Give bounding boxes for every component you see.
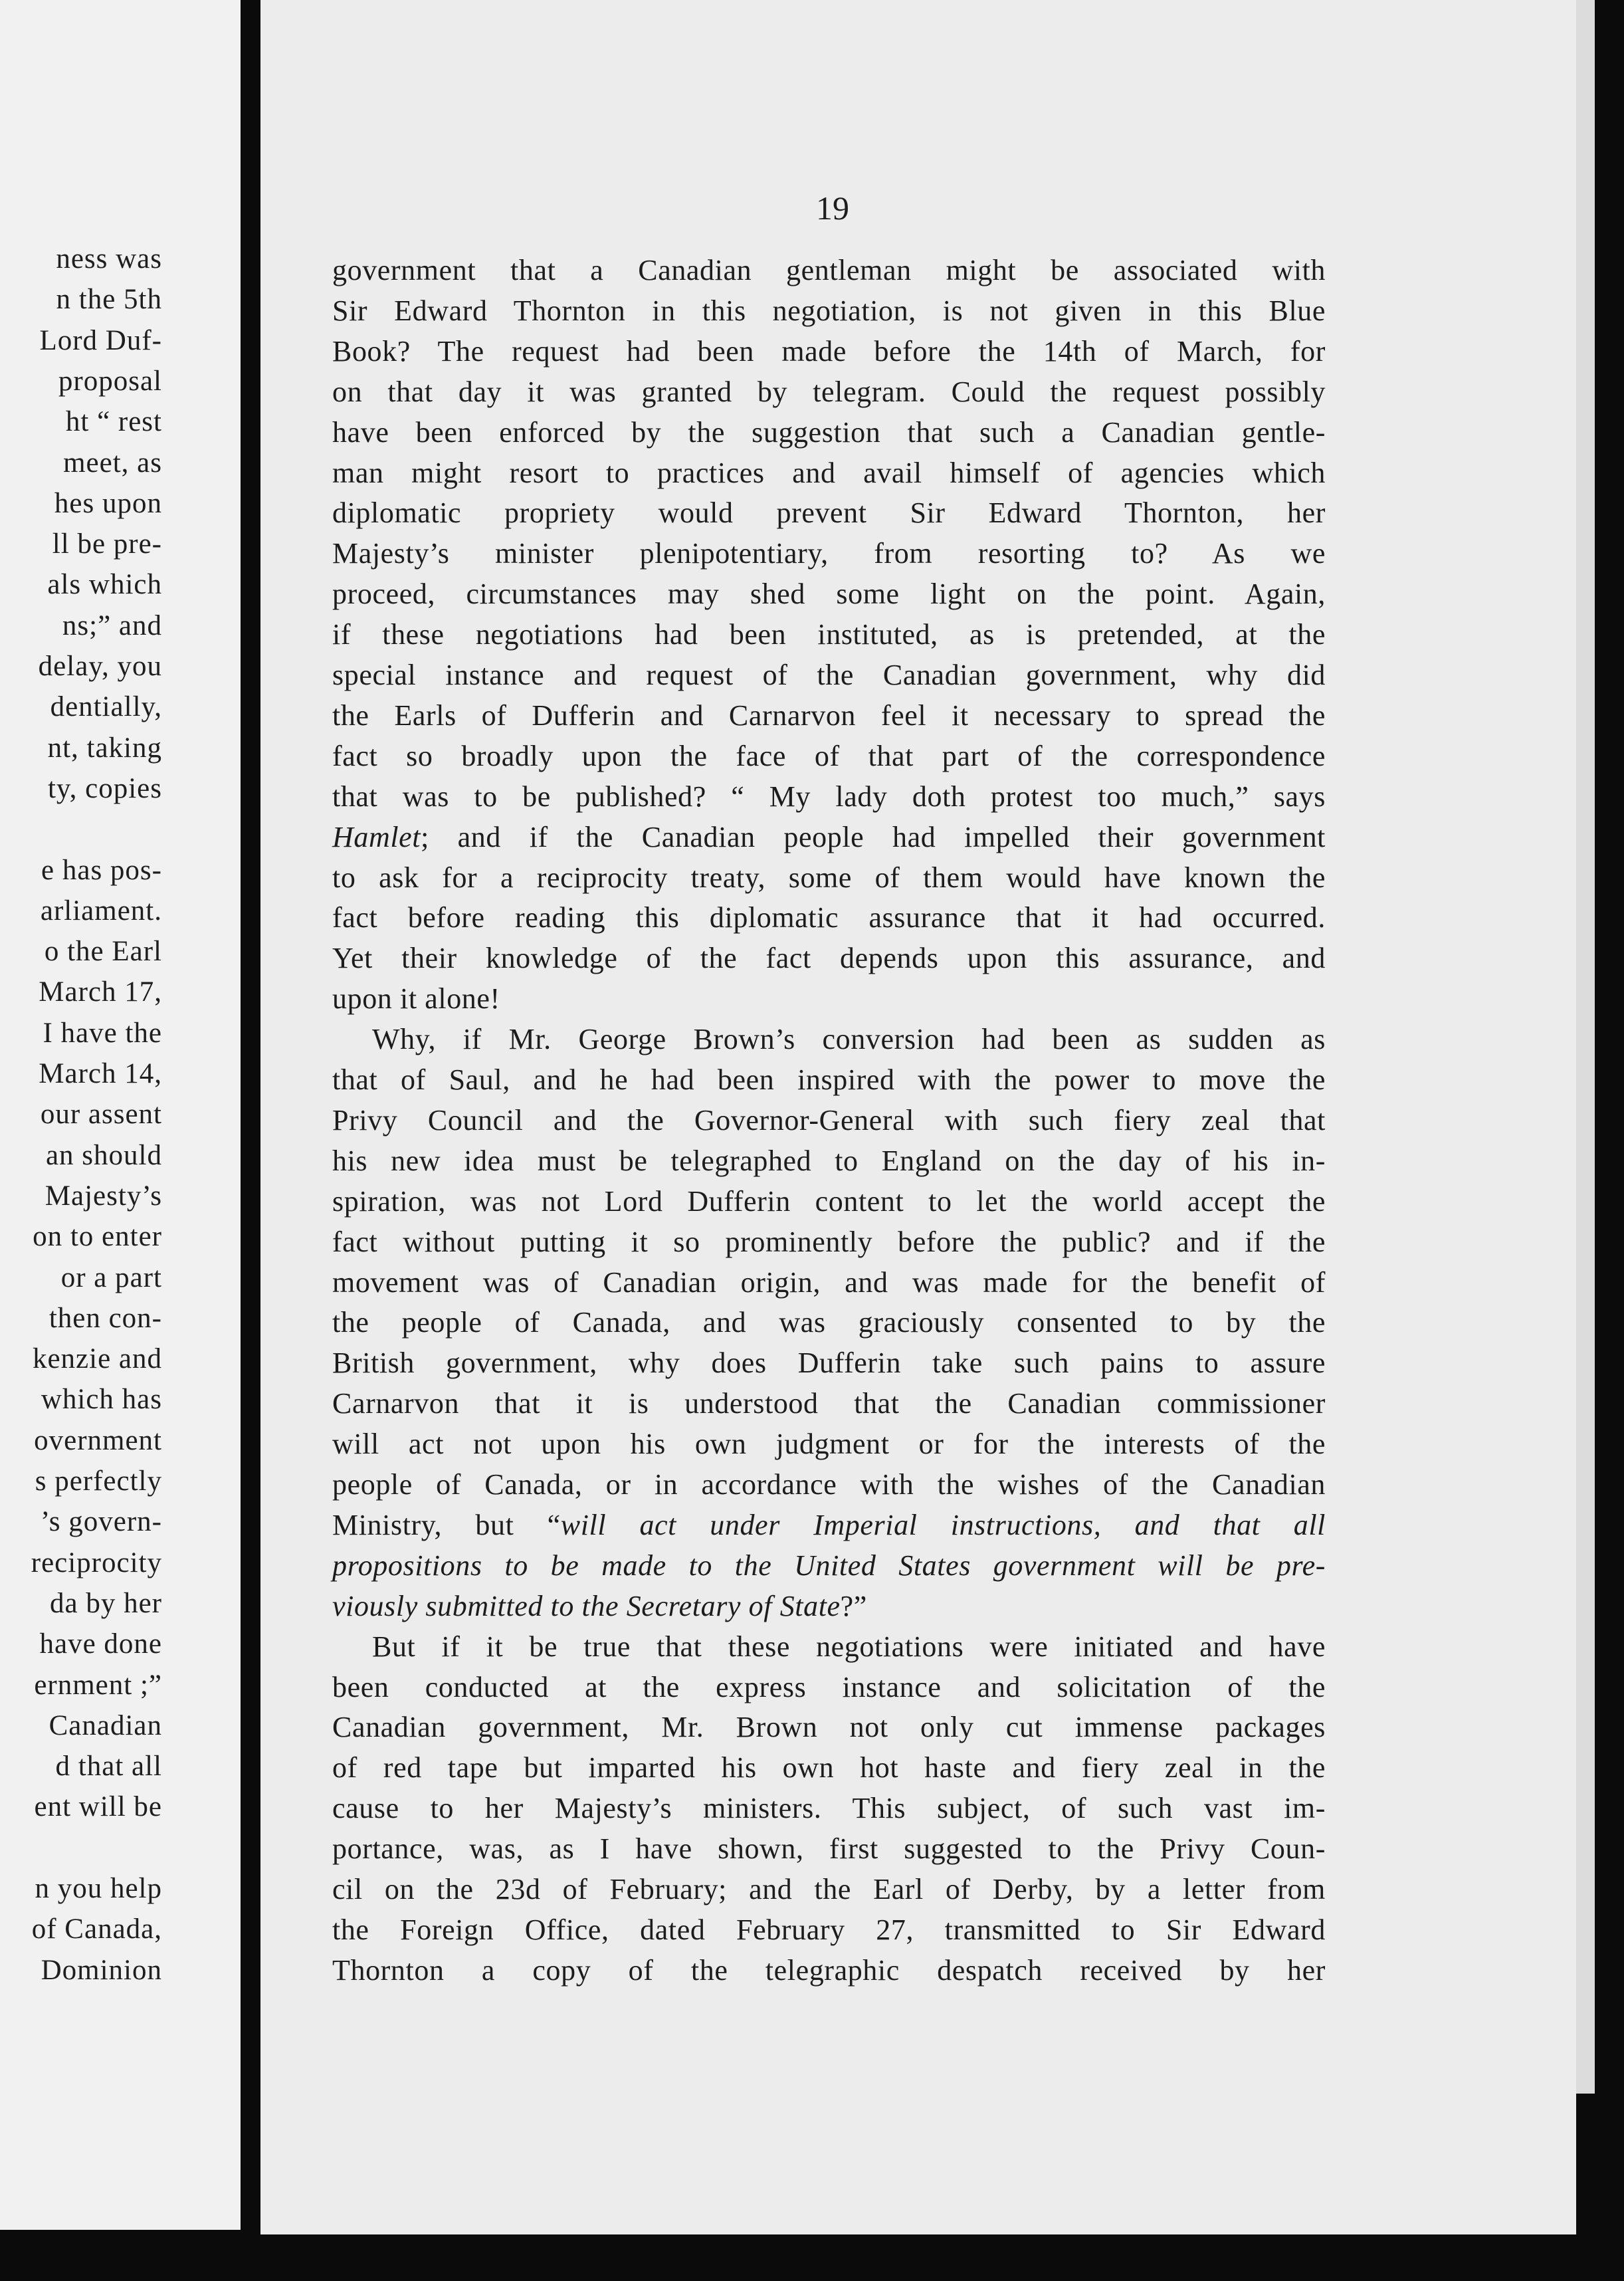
body-line: have been enforced by the suggestion that such a Canadian gentle- (332, 416, 1326, 449)
left-page-line: delay, you (38, 651, 162, 682)
left-page-line: March 14, (39, 1058, 162, 1089)
body-line: been conducted at the express instance and solicitation of the (332, 1671, 1326, 1703)
body-line: upon it alone! (332, 982, 500, 1015)
body-line: viously submitted to the Secretary of State?” (332, 1590, 867, 1622)
left-page-line: our assent (40, 1099, 162, 1130)
body-line: proceed, circumstances may shed some light on the point. Again, (332, 578, 1326, 610)
body-line: cause to her Majesty’s ministers. This subject, of such vast im- (332, 1792, 1326, 1824)
body-line: Why, if Mr. George Brown’s conversion had been as sudden as (372, 1023, 1326, 1055)
left-page-line: overnment (34, 1425, 162, 1456)
body-line: Ministry, but “will act under Imperial instructions, and that all (332, 1509, 1326, 1541)
left-page-line: have done (39, 1628, 162, 1660)
body-line: diplomatic propriety would prevent Sir Edward Thornton, her (332, 496, 1326, 529)
body-line: fact before reading this diplomatic assurance that it had occurred. (332, 901, 1326, 934)
body-line: his new idea must be telegraphed to England on the day of his in- (332, 1144, 1326, 1177)
body-line: that was to be published? “ My lady doth protest too much,” says (332, 780, 1326, 813)
left-page-line: Dominion (41, 1955, 162, 1986)
body-line: Hamlet; and if the Canadian people had impelled their government (332, 821, 1326, 853)
left-page-line: then con- (49, 1303, 162, 1334)
body-line: the Foreign Office, dated February 27, transmitted to Sir Edward (332, 1913, 1326, 1946)
left-page-line: reciprocity (31, 1547, 162, 1578)
body-line: the Earls of Dufferin and Carnarvon feel it necessary to spread the (332, 699, 1326, 732)
body-line: on that day it was granted by telegram. Could the request possibly (332, 376, 1326, 408)
page-number: 19 (816, 189, 849, 227)
left-page-line: Lord Duf- (39, 325, 162, 356)
left-page-line: ernment ;” (34, 1670, 162, 1701)
left-page-line: on to enter (33, 1221, 162, 1252)
body-line: propositions to be made to the United States government will be pre- (332, 1549, 1326, 1582)
body-line: British government, why does Dufferin take such pains to assure (332, 1347, 1326, 1379)
body-line: Carnarvon that it is understood that the Canadian commissioner (332, 1387, 1326, 1420)
left-page-line: als which (47, 569, 162, 600)
body-line: special instance and request of the Canadian government, why did (332, 659, 1326, 691)
body-line: government that a Canadian gentleman might be associated with (332, 254, 1326, 286)
left-page-line: ty, copies (47, 773, 162, 804)
left-page-line: dentially, (50, 691, 162, 722)
body-line: Book? The request had been made before the 14th of March, for (332, 335, 1326, 368)
body-line: to ask for a reciprocity treaty, some of them would have known the (332, 861, 1326, 894)
body-line: But if it be true that these negotiations were initiated and have (372, 1630, 1326, 1663)
left-page-line: meet, as (63, 447, 162, 479)
left-page (0, 0, 241, 2230)
left-page-line: arliament. (40, 895, 162, 926)
body-line: Sir Edward Thornton in this negotiation, is not given in this Blue (332, 294, 1326, 327)
left-page-line: Majesty’s (45, 1180, 162, 1212)
left-page-line: I have the (43, 1018, 162, 1049)
body-line: cil on the 23d of February; and the Earl of Derby, by a letter from (332, 1873, 1326, 1905)
body-line: Yet their knowledge of the fact depends upon this assurance, and (332, 942, 1326, 974)
body-line: Privy Council and the Governor-General with such fiery zeal that (332, 1104, 1326, 1137)
body-line: that of Saul, and he had been inspired with the power to move the (332, 1063, 1326, 1096)
left-page-line: ns;” and (62, 610, 162, 641)
left-page-line: March 17, (39, 976, 162, 1008)
body-line: Majesty’s minister plenipotentiary, from resorting to? As we (332, 537, 1326, 570)
left-page-line: ness was (56, 243, 162, 274)
body-line: fact so broadly upon the face of that part of the correspondence (332, 740, 1326, 772)
body-line: spiration, was not Lord Dufferin content to let the world accept the (332, 1185, 1326, 1218)
body-line: fact without putting it so prominently before the public? and if the (332, 1226, 1326, 1258)
left-page-line: which has (41, 1384, 162, 1415)
body-line: the people of Canada, and was graciously consented to by the (332, 1306, 1326, 1339)
left-page-line: hes upon (54, 488, 162, 519)
left-page-line: ht “ rest (65, 406, 162, 437)
body-line: man might resort to practices and avail himself of agencies which (332, 457, 1326, 489)
body-line: will act not upon his own judgment or for the interests of the (332, 1428, 1326, 1460)
left-page-line: nt, taking (47, 732, 162, 764)
body-line: Thornton a copy of the telegraphic despatch received by her (332, 1954, 1326, 1987)
left-page-line: of Canada, (31, 1913, 162, 1945)
left-page-line: Canadian (49, 1710, 162, 1741)
left-page-line: ll be pre- (52, 528, 162, 560)
left-page-line: n you help (35, 1873, 162, 1904)
left-page-line: o the Earl (44, 936, 162, 967)
left-page-line: or a part (60, 1262, 162, 1293)
gutter (241, 0, 260, 2281)
left-page-line: s perfectly (35, 1466, 162, 1497)
left-page-line: proposal (58, 366, 162, 397)
left-page-line: n the 5th (56, 284, 162, 315)
left-page-line: d that all (55, 1751, 162, 1782)
left-page-line: ent will be (34, 1791, 162, 1822)
body-line: of red tape but imparted his own hot haste and fiery zeal in the (332, 1751, 1326, 1784)
left-page-line: da by her (50, 1588, 162, 1619)
body-line: if these negotiations had been instituted, as is pretended, at the (332, 618, 1326, 651)
left-page-line: kenzie and (32, 1343, 162, 1374)
left-page-line: e has pos- (41, 855, 162, 886)
left-page-line: an should (45, 1140, 162, 1171)
body-line: people of Canada, or in accordance with the wishes of the Canadian (332, 1468, 1326, 1501)
body-line: movement was of Canadian origin, and was made for the benefit of (332, 1266, 1326, 1299)
body-line: portance, was, as I have shown, first suggested to the Privy Coun- (332, 1832, 1326, 1865)
page-edge (1576, 0, 1595, 2094)
body-line: Canadian government, Mr. Brown not only cut immense packages (332, 1711, 1326, 1743)
left-page-line: ’s govern- (40, 1506, 162, 1537)
